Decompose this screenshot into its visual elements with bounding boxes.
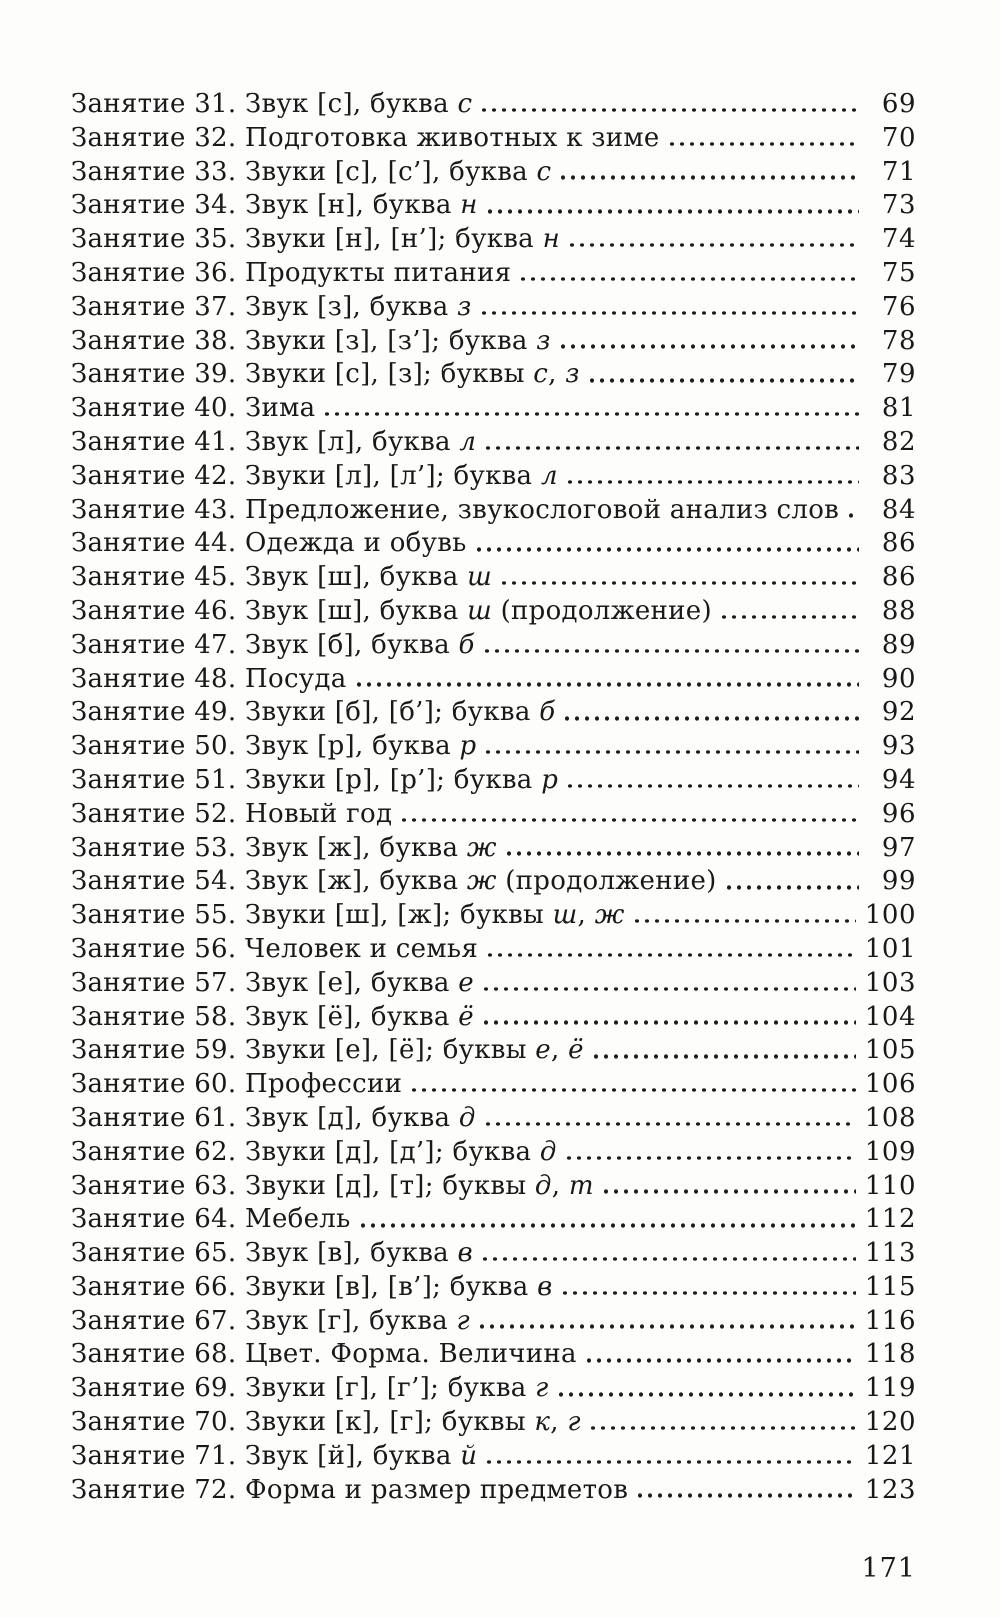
entry-text — [71, 696, 555, 730]
entry-title: Мебель — [245, 1204, 351, 1235]
entry-page-number: 96 — [881, 798, 916, 829]
entry-page-number: 120 — [864, 1407, 916, 1438]
entry-title: Звук [е], буква е — [245, 967, 474, 998]
entry-text — [71, 1034, 584, 1068]
entry-text — [71, 730, 476, 764]
entry-page-number: 109 — [864, 1136, 916, 1167]
entry-title: Звуки [р], [р’]; буква р — [245, 764, 559, 795]
entry-title: Звуки [с], [с’], буква с — [245, 156, 552, 187]
entry-page-number: 74 — [881, 224, 916, 255]
entry-page-number: 86 — [881, 528, 916, 559]
entry-label: Занятие 54. — [71, 866, 246, 897]
entry-title: Звуки [е], [ё]; буквы е, ё — [245, 1035, 584, 1066]
entry-label: Занятие 52. — [71, 798, 246, 829]
entry-page-number: 121 — [864, 1440, 916, 1471]
entry-page-number: 82 — [881, 426, 916, 457]
dot-leader — [483, 1122, 856, 1127]
toc-entry — [71, 865, 916, 899]
entry-page-number: 118 — [864, 1339, 916, 1370]
dot-leader — [601, 1189, 856, 1194]
toc-entry — [71, 156, 916, 190]
entry-page-number: 115 — [864, 1271, 916, 1302]
entry-title: Звуки [з], [з’]; буква з — [245, 325, 551, 356]
entry-title: Профессии — [245, 1069, 403, 1100]
toc-entry — [71, 764, 916, 798]
entry-label: Занятие 57. — [71, 967, 246, 998]
toc-entry — [71, 325, 916, 359]
toc-entry — [71, 426, 916, 460]
entry-page-number: 86 — [881, 562, 916, 593]
entry-text — [71, 460, 558, 494]
entry-label: Занятие 32. — [71, 122, 246, 153]
entry-text — [71, 88, 472, 122]
dot-leader — [558, 175, 859, 180]
entry-page-number: 70 — [881, 122, 916, 153]
toc-entry — [71, 1372, 916, 1406]
entry-page-number: 88 — [881, 595, 916, 626]
entry-label: Занятие 37. — [71, 291, 246, 322]
entry-title: Звук [ш], буква ш (продолжение) — [245, 595, 712, 626]
entry-label: Занятие 36. — [71, 257, 246, 288]
entry-text — [71, 1338, 577, 1372]
toc-entry — [71, 1170, 916, 1204]
dot-leader — [485, 953, 856, 958]
entry-label: Занятие 49. — [71, 697, 246, 728]
entry-label: Занятие 45. — [71, 562, 246, 593]
entry-text — [71, 1068, 402, 1102]
entry-text — [71, 798, 392, 832]
entry-text — [71, 325, 551, 359]
dot-leader — [846, 513, 859, 518]
entry-text — [71, 257, 511, 291]
dot-leader — [584, 1358, 856, 1363]
entry-text — [71, 933, 478, 967]
entry-title: Форма и размер предметов — [245, 1474, 629, 1505]
entry-text — [71, 832, 497, 866]
entry-title: Цвет. Форма. Величина — [245, 1339, 577, 1370]
entry-text — [71, 122, 660, 156]
entry-page-number: 94 — [881, 764, 916, 795]
dot-leader — [667, 142, 859, 147]
dot-leader — [567, 243, 859, 248]
entry-page-number: 101 — [864, 933, 916, 964]
toc-entry — [71, 392, 916, 426]
entry-page-number: 123 — [864, 1474, 916, 1505]
entry-text — [71, 1440, 477, 1474]
entry-label: Занятие 48. — [71, 663, 246, 694]
toc-entry — [71, 663, 916, 697]
entry-label: Занятие 34. — [71, 190, 246, 221]
toc-list — [71, 88, 916, 1507]
entry-page-number: 110 — [864, 1170, 916, 1201]
entry-label: Занятие 62. — [71, 1136, 246, 1167]
entry-title: Звук [ж], буква ж (продолжение) — [245, 866, 717, 897]
entry-text — [71, 1406, 581, 1440]
toc-entry — [71, 1136, 916, 1170]
entry-text — [71, 595, 712, 629]
entry-text — [71, 1170, 594, 1204]
entry-page-number: 92 — [881, 697, 916, 728]
toc-entry — [71, 1068, 916, 1102]
entry-page-number: 71 — [881, 156, 916, 187]
entry-text — [71, 1102, 476, 1136]
entry-page-number: 103 — [864, 967, 916, 998]
entry-page-number: 99 — [881, 866, 916, 897]
entry-title: Звуки [н], [н’]; буква н — [245, 224, 560, 255]
entry-title: Звуки [б], [б’]; буква б — [245, 697, 556, 728]
entry-label: Занятие 46. — [71, 595, 246, 626]
toc-entry — [71, 899, 916, 933]
dot-leader — [560, 1291, 856, 1296]
dot-leader — [485, 209, 859, 214]
entry-label: Занятие 67. — [71, 1305, 246, 1336]
entry-text — [71, 291, 472, 325]
entry-title: Звук [б], буква б — [245, 629, 475, 660]
toc-entry — [71, 933, 916, 967]
dot-leader — [518, 277, 859, 282]
entry-title: Подготовка животных к зиме — [245, 122, 660, 153]
dot-leader — [499, 581, 859, 586]
entry-page-number: 116 — [864, 1305, 916, 1336]
entry-title: Звук [г], буква г — [245, 1305, 470, 1336]
entry-title: Звук [з], буква з — [245, 291, 472, 322]
entry-title: Звуки [в], [в’]; буква в — [245, 1271, 553, 1302]
entry-title: Предложение, звукослоговой анализ слов — [245, 494, 840, 525]
entry-label: Занятие 38. — [71, 325, 246, 356]
entry-page-number: 78 — [881, 325, 916, 356]
dot-leader — [588, 1426, 856, 1431]
entry-label: Занятие 56. — [71, 933, 246, 964]
entry-label: Занятие 47. — [71, 629, 246, 660]
entry-label: Занятие 69. — [71, 1373, 246, 1404]
entry-text — [71, 1271, 553, 1305]
entry-text — [71, 663, 347, 697]
entry-label: Занятие 39. — [71, 359, 246, 390]
entry-title: Звуки [д], [д’]; буква д — [245, 1136, 557, 1167]
dot-leader — [719, 615, 859, 620]
dot-leader — [556, 1392, 856, 1397]
entry-label: Занятие 65. — [71, 1238, 246, 1269]
entry-title: Звук [й], буква й — [245, 1440, 478, 1471]
entry-text — [71, 1136, 557, 1170]
dot-leader — [484, 1460, 856, 1465]
entry-title: Продукты питания — [245, 257, 512, 288]
entry-label: Занятие 66. — [71, 1271, 246, 1302]
entry-title: Звук [с], буква с — [245, 89, 473, 119]
toc-entry — [71, 257, 916, 291]
entry-text — [71, 865, 717, 899]
entry-text — [71, 1237, 473, 1271]
entry-title: Звуки [к], [г]; буквы к, г — [245, 1407, 581, 1438]
toc-entry — [71, 88, 916, 122]
toc-entry — [71, 1305, 916, 1339]
dot-leader — [481, 987, 856, 992]
toc-entry — [71, 1034, 916, 1068]
entry-label: Занятие 63. — [71, 1170, 246, 1201]
entry-title: Одежда и обувь — [245, 528, 467, 559]
entry-text — [71, 1203, 351, 1237]
toc-entry — [71, 595, 916, 629]
entry-title: Звук [д], буква д — [245, 1102, 476, 1133]
toc-entry — [71, 291, 916, 325]
toc-entry — [71, 629, 916, 663]
entry-page-number: 75 — [881, 257, 916, 288]
entry-title: Человек и семья — [245, 933, 479, 964]
entry-page-number: 106 — [864, 1069, 916, 1100]
entry-text — [71, 629, 475, 663]
dot-leader — [562, 716, 859, 721]
entry-page-number: 69 — [881, 89, 916, 119]
toc-entry — [71, 1406, 916, 1440]
toc-entry — [71, 1271, 916, 1305]
entry-page-number: 90 — [881, 663, 916, 694]
dot-leader — [591, 1054, 856, 1059]
toc-entry — [71, 460, 916, 494]
entry-label: Занятие 31. — [71, 89, 246, 119]
toc-entry — [71, 798, 916, 832]
entry-title: Посуда — [245, 663, 347, 694]
entry-title: Звук [ж], буква ж — [245, 832, 497, 863]
entry-title: Звук [ё], буква ё — [245, 1001, 474, 1032]
entry-page-number: 89 — [881, 629, 916, 660]
toc-entry — [71, 1474, 916, 1508]
entry-label: Занятие 33. — [71, 156, 246, 187]
toc-entry — [71, 122, 916, 156]
toc-entry — [71, 696, 916, 730]
dot-leader — [558, 344, 859, 349]
folio-page-number: 171 — [861, 1553, 916, 1584]
dot-leader — [482, 649, 859, 654]
entry-title: Звук [ш], буква ш — [245, 562, 492, 593]
entry-label: Занятие 58. — [71, 1001, 246, 1032]
entry-label: Занятие 71. — [71, 1440, 246, 1471]
entry-text — [71, 1001, 474, 1035]
entry-title: Звук [н], буква н — [245, 190, 478, 221]
entry-label: Занятие 42. — [71, 460, 246, 491]
entry-text — [71, 527, 467, 561]
entry-text — [71, 1305, 470, 1339]
dot-leader — [479, 108, 859, 113]
dot-leader — [479, 311, 859, 316]
toc-entry — [71, 1237, 916, 1271]
toc-entry — [71, 223, 916, 257]
entry-title: Звук [р], буква р — [245, 731, 477, 762]
entry-text — [71, 223, 560, 257]
dot-leader — [477, 1324, 856, 1329]
entry-page-number: 105 — [864, 1035, 916, 1066]
entry-title: Звуки [ш], [ж]; буквы ш, ж — [245, 900, 625, 931]
dot-leader — [483, 750, 859, 755]
entry-text — [71, 426, 476, 460]
entry-text — [71, 899, 625, 933]
toc-entry — [71, 1102, 916, 1136]
entry-label: Занятие 60. — [71, 1069, 246, 1100]
dot-leader — [635, 1493, 856, 1498]
entry-title: Звуки [г], [г’]; буква г — [245, 1373, 549, 1404]
entry-label: Занятие 68. — [71, 1339, 246, 1370]
toc-entry — [71, 832, 916, 866]
toc-entry — [71, 1440, 916, 1474]
toc-entry — [71, 189, 916, 223]
entry-text — [71, 1474, 628, 1508]
entry-page-number: 104 — [864, 1001, 916, 1032]
dot-leader — [474, 547, 859, 552]
entry-title: Звуки [л], [л’]; буква л — [245, 460, 558, 491]
entry-label: Занятие 72. — [71, 1474, 246, 1505]
dot-leader — [481, 1020, 856, 1025]
toc-entry — [71, 527, 916, 561]
entry-text — [71, 358, 580, 392]
dot-leader — [399, 818, 859, 823]
dot-leader — [322, 412, 859, 417]
entry-label: Занятие 70. — [71, 1407, 246, 1438]
dot-leader — [565, 784, 859, 789]
entry-label: Занятие 64. — [71, 1204, 246, 1235]
entry-title: Звуки [д], [т]; буквы д, т — [245, 1170, 594, 1201]
dot-leader — [358, 1223, 856, 1228]
dot-leader — [504, 851, 859, 856]
entry-label: Занятие 44. — [71, 528, 246, 559]
entry-label: Занятие 40. — [71, 393, 246, 424]
entry-text — [71, 764, 558, 798]
toc-entry — [71, 1338, 916, 1372]
dot-leader — [565, 480, 859, 485]
entry-page-number: 93 — [881, 731, 916, 762]
entry-label: Занятие 59. — [71, 1035, 246, 1066]
dot-leader — [409, 1088, 856, 1093]
entry-page-number: 100 — [864, 900, 916, 931]
entry-page-number: 84 — [881, 494, 916, 525]
dot-leader — [354, 682, 859, 687]
toc-entry — [71, 730, 916, 764]
entry-label: Занятие 41. — [71, 426, 246, 457]
dot-leader — [483, 446, 859, 451]
entry-text — [71, 156, 551, 190]
toc-entry — [71, 494, 916, 528]
entry-text — [71, 392, 315, 426]
dot-leader — [724, 885, 859, 890]
toc-entry — [71, 358, 916, 392]
toc-entry — [71, 967, 916, 1001]
entry-title: Звук [в], буква в — [245, 1238, 473, 1269]
toc-entry — [71, 1001, 916, 1035]
toc-entry — [71, 561, 916, 595]
entry-page-number: 108 — [864, 1102, 916, 1133]
entry-label: Занятие 50. — [71, 731, 246, 762]
entry-label: Занятие 43. — [71, 494, 246, 525]
entry-text — [71, 967, 474, 1001]
entry-text — [71, 189, 478, 223]
entry-page-number: 73 — [881, 190, 916, 221]
entry-page-number: 79 — [881, 359, 916, 390]
dot-leader — [564, 1156, 856, 1161]
entry-title: Звуки [с], [з]; буквы с, з — [245, 359, 580, 390]
entry-title: Звук [л], буква л — [245, 426, 477, 457]
dot-leader — [587, 378, 859, 383]
entry-label: Занятие 35. — [71, 224, 246, 255]
entry-page-number: 76 — [881, 291, 916, 322]
entry-title: Новый год — [245, 798, 393, 829]
toc-entry — [71, 1203, 916, 1237]
entry-page-number: 83 — [881, 460, 916, 491]
entry-page-number: 113 — [864, 1238, 916, 1269]
entry-label: Занятие 51. — [71, 764, 246, 795]
entry-text — [71, 494, 839, 528]
entry-label: Занятие 61. — [71, 1102, 246, 1133]
entry-text — [71, 561, 492, 595]
entry-label: Занятие 55. — [71, 900, 246, 931]
dot-leader — [632, 919, 856, 924]
dot-leader — [480, 1257, 856, 1262]
entry-title: Зима — [245, 393, 316, 424]
entry-page-number: 112 — [864, 1204, 916, 1235]
entry-text — [71, 1372, 549, 1406]
entry-page-number: 81 — [881, 393, 916, 424]
entry-label: Занятие 53. — [71, 832, 246, 863]
entry-page-number: 119 — [864, 1373, 916, 1404]
entry-page-number: 97 — [881, 832, 916, 863]
